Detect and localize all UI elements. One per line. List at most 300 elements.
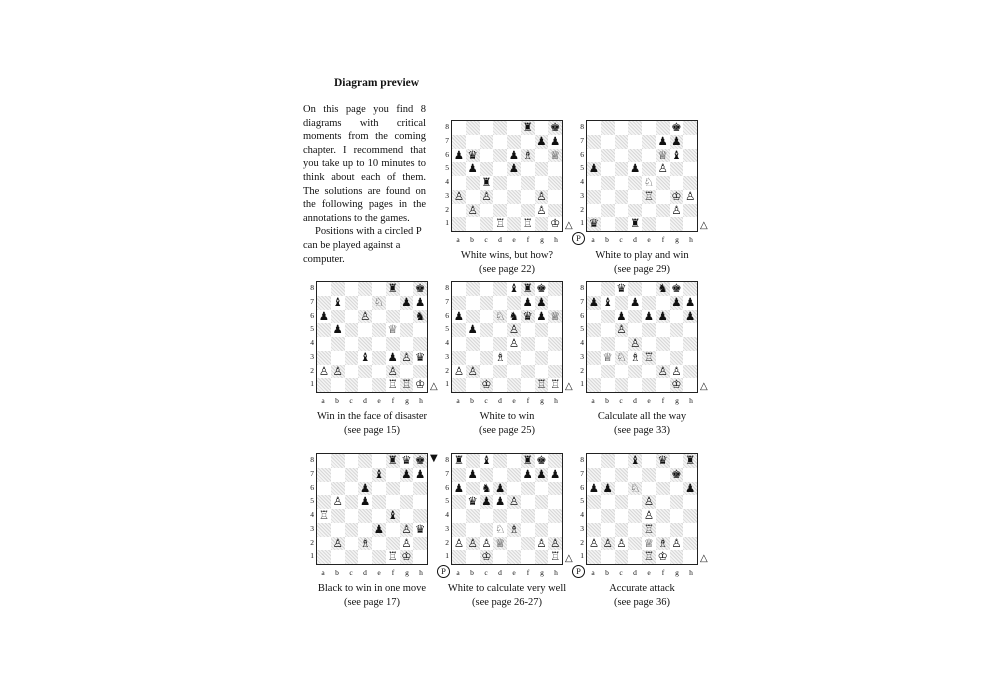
- file-label: a: [591, 396, 595, 405]
- black-pawn-icon: ♟: [414, 294, 426, 309]
- square-e8: [372, 454, 386, 468]
- square-c2: [480, 204, 494, 218]
- square-h7: [548, 296, 562, 310]
- white-pawn-icon: ♙: [616, 322, 627, 337]
- square-e6: [642, 482, 656, 496]
- square-e7: [507, 296, 521, 310]
- square-e7: [372, 296, 386, 310]
- square-e4: [507, 337, 521, 351]
- square-b5: [466, 323, 480, 337]
- white-pawn-icon: ♙: [453, 535, 465, 550]
- rank-label: 5: [580, 324, 584, 334]
- white-king-icon: ♔: [657, 549, 668, 564]
- rank-label: 3: [445, 351, 449, 361]
- rank-labels: [443, 453, 449, 563]
- square-h3: [683, 523, 697, 537]
- square-d3: [493, 523, 507, 537]
- rank-label: 6: [310, 482, 314, 492]
- rank-label: 4: [445, 177, 449, 186]
- file-label: e: [647, 568, 651, 577]
- black-bishop-icon: ♝: [481, 453, 492, 468]
- square-c8: [615, 121, 629, 135]
- square-d1: [358, 550, 372, 564]
- square-a6: [452, 149, 466, 163]
- square-g1: [400, 378, 414, 392]
- white-pawn-icon: ♙: [318, 363, 330, 378]
- square-a6: [587, 310, 601, 324]
- square-a2: [587, 537, 601, 551]
- square-b5: [331, 323, 345, 337]
- page-title: Diagram preview: [334, 77, 420, 89]
- square-c2: [345, 537, 359, 551]
- square-c4: [615, 176, 629, 190]
- square-b5: [466, 495, 480, 509]
- square-d4: [493, 509, 507, 523]
- square-a4: [452, 509, 466, 523]
- square-e2: [642, 537, 656, 551]
- square-d6: [493, 482, 507, 496]
- square-b5: [466, 162, 480, 176]
- white-to-move-icon: △: [700, 553, 708, 564]
- file-label: h: [554, 568, 558, 577]
- file-label: e: [377, 568, 381, 577]
- rank-labels: [308, 453, 314, 563]
- file-label: g: [675, 235, 679, 244]
- square-h1: [548, 550, 562, 564]
- square-g6: [535, 149, 549, 163]
- square-d4: [628, 509, 642, 523]
- rank-label: 7: [310, 468, 314, 478]
- rank-label: 2: [580, 365, 584, 375]
- white-rook-icon: ♖: [494, 216, 506, 231]
- white-pawn-icon: ♙: [359, 308, 371, 323]
- black-pawn-icon: ♟: [536, 294, 547, 309]
- computer-play-icon: P: [572, 232, 585, 245]
- white-pawn-icon: ♙: [602, 535, 613, 550]
- square-d3: [358, 351, 372, 365]
- square-b1: [466, 550, 480, 564]
- square-b6: [331, 482, 345, 496]
- black-pawn-icon: ♟: [588, 294, 600, 309]
- black-pawn-icon: ♟: [467, 466, 478, 481]
- square-d7: [493, 135, 507, 149]
- caption-page-ref: (see page 17): [344, 596, 400, 608]
- square-e8: [507, 454, 521, 468]
- square-a4: [452, 337, 466, 351]
- square-b5: [601, 162, 615, 176]
- square-g6: [400, 482, 414, 496]
- rank-label: 2: [445, 365, 449, 375]
- square-b2: [601, 537, 615, 551]
- square-a8: [317, 282, 331, 296]
- rank-label: 8: [580, 283, 584, 292]
- square-h5: [548, 162, 562, 176]
- black-pawn-icon: ♟: [549, 133, 561, 148]
- black-queen-icon: ♛: [414, 521, 426, 536]
- white-queen-icon: ♕: [387, 322, 398, 337]
- square-c2: [480, 537, 494, 551]
- white-to-move-icon: △: [700, 381, 708, 392]
- square-h2: [548, 537, 562, 551]
- black-rook-icon: ♜: [684, 453, 696, 468]
- file-label: e: [512, 235, 516, 244]
- black-knight-icon: ♞: [657, 281, 668, 296]
- square-f8: [521, 282, 535, 296]
- square-g3: [670, 190, 684, 204]
- square-e8: [507, 121, 521, 135]
- square-d6: [493, 149, 507, 163]
- black-knight-icon: ♞: [481, 480, 492, 495]
- square-g6: [535, 310, 549, 324]
- square-h8: [413, 454, 427, 468]
- black-king-icon: ♚: [549, 120, 561, 135]
- black-pawn-icon: ♟: [684, 480, 696, 495]
- square-e7: [372, 468, 386, 482]
- file-labels: [451, 568, 563, 577]
- square-h6: [683, 482, 697, 496]
- square-b1: [466, 378, 480, 392]
- black-pawn-icon: ♟: [467, 161, 478, 176]
- black-pawn-icon: ♟: [494, 494, 506, 509]
- black-rook-icon: ♜: [387, 281, 398, 296]
- square-f3: [386, 523, 400, 537]
- file-label: g: [540, 568, 544, 577]
- square-f3: [521, 190, 535, 204]
- black-rook-icon: ♜: [453, 453, 465, 468]
- rank-label: 3: [445, 523, 449, 533]
- square-e3: [372, 523, 386, 537]
- white-pawn-icon: ♙: [671, 535, 682, 550]
- square-c2: [615, 537, 629, 551]
- square-g2: [400, 537, 414, 551]
- square-g5: [535, 162, 549, 176]
- square-b1: [466, 217, 480, 231]
- square-a7: [452, 296, 466, 310]
- square-h2: [683, 365, 697, 379]
- file-label: e: [647, 235, 651, 244]
- caption-title: White to play and win: [595, 250, 689, 261]
- square-f3: [656, 351, 670, 365]
- square-b4: [601, 509, 615, 523]
- square-h5: [413, 323, 427, 337]
- square-f2: [656, 204, 670, 218]
- square-g7: [670, 296, 684, 310]
- rank-label: 5: [580, 163, 584, 173]
- rank-label: 7: [445, 135, 449, 145]
- file-labels: [586, 396, 698, 405]
- square-a7: [587, 468, 601, 482]
- square-b5: [601, 495, 615, 509]
- file-labels: [316, 568, 428, 577]
- square-f8: [521, 454, 535, 468]
- square-e6: [507, 482, 521, 496]
- file-label: b: [605, 568, 609, 577]
- square-c5: [480, 162, 494, 176]
- caption-title: Black to win in one move: [317, 583, 427, 594]
- square-g8: [670, 282, 684, 296]
- square-d4: [493, 176, 507, 190]
- square-h1: [413, 378, 427, 392]
- square-c2: [345, 365, 359, 379]
- white-rook-icon: ♖: [643, 188, 655, 203]
- square-a5: [452, 162, 466, 176]
- square-d5: [358, 323, 372, 337]
- square-d2: [628, 365, 642, 379]
- white-knight-icon: ♘: [494, 308, 506, 323]
- black-queen-icon: ♛: [467, 494, 478, 509]
- square-h3: [548, 351, 562, 365]
- file-label: d: [633, 568, 637, 577]
- square-d2: [493, 537, 507, 551]
- square-h5: [548, 323, 562, 337]
- square-b3: [466, 523, 480, 537]
- intro-text: [303, 103, 426, 266]
- white-queen-icon: ♕: [657, 147, 668, 162]
- square-d8: [358, 282, 372, 296]
- square-g5: [400, 495, 414, 509]
- black-pawn-icon: ♟: [588, 480, 600, 495]
- square-f1: [521, 217, 535, 231]
- square-g2: [670, 204, 684, 218]
- white-pawn-icon: ♙: [332, 535, 343, 550]
- square-g3: [670, 523, 684, 537]
- square-g4: [535, 337, 549, 351]
- caption-page-ref: (see page 22): [479, 263, 535, 275]
- rank-label: 7: [580, 468, 584, 478]
- file-label: d: [498, 568, 502, 577]
- square-h3: [548, 190, 562, 204]
- square-c5: [345, 323, 359, 337]
- rank-labels: [443, 281, 449, 391]
- square-d1: [493, 378, 507, 392]
- black-pawn-icon: ♟: [453, 147, 465, 162]
- rank-label: 5: [445, 163, 449, 173]
- square-d5: [628, 162, 642, 176]
- rank-label: 5: [445, 496, 449, 506]
- white-pawn-icon: ♙: [467, 363, 478, 378]
- file-label: b: [335, 568, 339, 577]
- square-e5: [507, 323, 521, 337]
- square-e1: [507, 378, 521, 392]
- square-b1: [601, 378, 615, 392]
- rank-label: 2: [310, 537, 314, 547]
- white-to-move-icon: △: [565, 381, 573, 392]
- square-d8: [358, 454, 372, 468]
- black-pawn-icon: ♟: [657, 308, 668, 323]
- file-label: a: [591, 235, 595, 244]
- rank-label: 3: [580, 523, 584, 533]
- square-b8: [466, 282, 480, 296]
- square-a5: [452, 495, 466, 509]
- square-c5: [615, 162, 629, 176]
- file-label: a: [456, 568, 460, 577]
- black-bishop-icon: ♝: [629, 453, 641, 468]
- square-d7: [628, 296, 642, 310]
- square-e4: [372, 337, 386, 351]
- square-b8: [601, 121, 615, 135]
- square-g8: [535, 121, 549, 135]
- file-label: d: [363, 396, 367, 405]
- square-c4: [480, 337, 494, 351]
- square-f3: [656, 523, 670, 537]
- black-pawn-icon: ♟: [467, 322, 478, 337]
- square-d2: [358, 537, 372, 551]
- square-d2: [628, 204, 642, 218]
- black-pawn-icon: ♟: [387, 349, 398, 364]
- square-e3: [642, 351, 656, 365]
- square-b6: [601, 149, 615, 163]
- square-h7: [413, 296, 427, 310]
- square-b6: [601, 482, 615, 496]
- square-g8: [400, 282, 414, 296]
- rank-label: 7: [580, 135, 584, 145]
- black-pawn-icon: ♟: [588, 161, 600, 176]
- square-c6: [480, 149, 494, 163]
- black-pawn-icon: ♟: [522, 294, 533, 309]
- white-rook-icon: ♖: [522, 216, 533, 231]
- square-d1: [493, 217, 507, 231]
- white-queen-icon: ♕: [602, 349, 613, 364]
- rank-label: 8: [310, 455, 314, 464]
- white-pawn-icon: ♙: [616, 535, 627, 550]
- rank-label: 8: [580, 455, 584, 464]
- file-label: b: [605, 235, 609, 244]
- black-pawn-icon: ♟: [629, 294, 641, 309]
- file-label: a: [456, 396, 460, 405]
- square-a6: [452, 310, 466, 324]
- chessboard: [451, 453, 563, 565]
- square-h5: [413, 495, 427, 509]
- square-g3: [400, 351, 414, 365]
- rank-label: 1: [445, 379, 449, 389]
- white-pawn-icon: ♙: [684, 188, 696, 203]
- white-queen-icon: ♕: [643, 535, 655, 550]
- square-a6: [587, 149, 601, 163]
- square-g4: [400, 337, 414, 351]
- square-d4: [358, 337, 372, 351]
- square-c8: [615, 282, 629, 296]
- black-bishop-icon: ♝: [508, 281, 520, 296]
- square-f2: [656, 365, 670, 379]
- rank-label: 2: [580, 537, 584, 547]
- square-a1: [317, 550, 331, 564]
- square-d1: [628, 378, 642, 392]
- rank-label: 4: [580, 177, 584, 186]
- black-king-icon: ♚: [671, 281, 682, 296]
- square-h8: [683, 121, 697, 135]
- white-pawn-icon: ♙: [536, 188, 547, 203]
- file-label: e: [377, 396, 381, 405]
- square-b3: [466, 190, 480, 204]
- square-g1: [670, 217, 684, 231]
- black-queen-icon: ♛: [616, 281, 627, 296]
- black-knight-icon: ♞: [414, 308, 426, 323]
- square-a7: [587, 296, 601, 310]
- square-a8: [587, 121, 601, 135]
- square-c7: [615, 468, 629, 482]
- square-f3: [521, 523, 535, 537]
- square-e5: [642, 162, 656, 176]
- square-e7: [642, 135, 656, 149]
- rank-label: 3: [580, 351, 584, 361]
- white-pawn-icon: ♙: [536, 535, 547, 550]
- black-bishop-icon: ♝: [671, 147, 682, 162]
- file-label: e: [512, 396, 516, 405]
- black-pawn-icon: ♟: [684, 294, 696, 309]
- square-a2: [452, 365, 466, 379]
- white-king-icon: ♔: [671, 377, 682, 392]
- chessboard: [586, 120, 698, 232]
- square-h1: [548, 217, 562, 231]
- black-rook-icon: ♜: [481, 175, 492, 190]
- rank-label: 5: [310, 324, 314, 334]
- square-g4: [400, 509, 414, 523]
- white-pawn-icon: ♙: [657, 363, 668, 378]
- square-c3: [480, 190, 494, 204]
- file-label: c: [619, 235, 623, 244]
- square-b6: [331, 310, 345, 324]
- square-d5: [493, 323, 507, 337]
- file-label: g: [405, 568, 409, 577]
- square-d3: [628, 523, 642, 537]
- square-h1: [413, 550, 427, 564]
- square-a5: [317, 323, 331, 337]
- square-g4: [670, 337, 684, 351]
- square-g2: [670, 365, 684, 379]
- black-king-icon: ♚: [536, 281, 547, 296]
- square-h4: [548, 176, 562, 190]
- white-knight-icon: ♘: [373, 294, 385, 309]
- square-a6: [317, 310, 331, 324]
- chessboard: [451, 120, 563, 232]
- square-f2: [656, 537, 670, 551]
- rank-label: 6: [445, 149, 449, 159]
- square-b3: [331, 351, 345, 365]
- square-f8: [656, 282, 670, 296]
- square-e3: [642, 190, 656, 204]
- square-e1: [372, 550, 386, 564]
- square-a3: [317, 523, 331, 537]
- square-a1: [452, 550, 466, 564]
- white-king-icon: ♔: [414, 377, 426, 392]
- square-f1: [656, 378, 670, 392]
- square-e8: [642, 454, 656, 468]
- rank-label: 6: [580, 482, 584, 492]
- square-e6: [507, 149, 521, 163]
- chessboard: [316, 281, 428, 393]
- white-pawn-icon: ♙: [467, 535, 478, 550]
- rank-label: 2: [445, 204, 449, 214]
- square-d2: [358, 365, 372, 379]
- square-b2: [601, 204, 615, 218]
- square-b7: [601, 296, 615, 310]
- black-to-move-icon: ▼: [430, 453, 438, 464]
- square-b2: [466, 537, 480, 551]
- square-g6: [535, 482, 549, 496]
- black-pawn-icon: ♟: [536, 466, 547, 481]
- square-d5: [628, 495, 642, 509]
- file-label: c: [349, 568, 353, 577]
- square-g5: [670, 495, 684, 509]
- square-g1: [535, 550, 549, 564]
- square-a7: [452, 468, 466, 482]
- square-f4: [386, 509, 400, 523]
- square-h8: [683, 454, 697, 468]
- square-e7: [642, 468, 656, 482]
- file-label: h: [554, 235, 558, 244]
- square-b2: [466, 365, 480, 379]
- square-c1: [480, 550, 494, 564]
